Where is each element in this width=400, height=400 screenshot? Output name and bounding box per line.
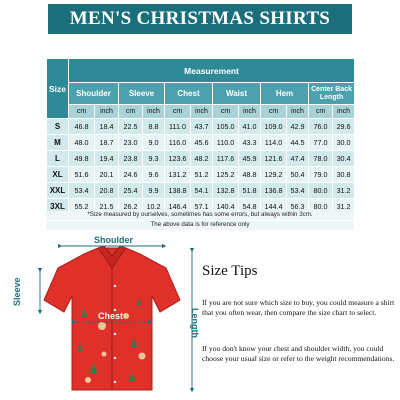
size-cell: XL — [47, 167, 69, 183]
unit-inch: inch — [287, 105, 309, 119]
unit-inch: inch — [143, 105, 165, 119]
table-cell: 41.0 — [239, 119, 261, 135]
size-cell: S — [47, 119, 69, 135]
table-cell: 43.3 — [239, 135, 261, 151]
table-cell: 51.2 — [191, 167, 213, 183]
table-cell: 114.0 — [261, 135, 287, 151]
table-cell: 23.0 — [119, 135, 143, 151]
table-cell: 44.5 — [287, 135, 309, 151]
table-cell: 117.6 — [213, 151, 239, 167]
table-cell: 31.2 — [333, 199, 355, 215]
table-cell: 125.2 — [213, 167, 239, 183]
size-tips-paragraph-1: If you are not sure which size to buy, you could measure a shirt that you often wear, then compare the size chart to select. — [202, 298, 395, 318]
table-cell: 50.4 — [287, 167, 309, 183]
table-cell: 80.0 — [309, 199, 333, 215]
table-cell: 48.8 — [239, 167, 261, 183]
table-cell: 9.9 — [143, 183, 165, 199]
table-cell: 136.8 — [261, 183, 287, 199]
table-cell: 42.9 — [287, 119, 309, 135]
size-tips-paragraph-2: If you don't know your chest and shoulder width, you could choose your usual size or refer to the weight recommendations. — [202, 344, 395, 364]
table-cell: 47.4 — [287, 151, 309, 167]
table-cell: 51.8 — [239, 183, 261, 199]
chest-label: Chest — [98, 311, 124, 321]
table-cell: 45.9 — [239, 151, 261, 167]
shirt-measurement-diagram — [12, 235, 204, 398]
size-cell: M — [47, 135, 69, 151]
table-cell: 53.4 — [287, 183, 309, 199]
unit-inch: inch — [239, 105, 261, 119]
table-row — [47, 119, 355, 135]
table-row — [47, 183, 355, 199]
table-cell: 53.4 — [69, 183, 95, 199]
table-cell: 18.4 — [95, 119, 119, 135]
column-header-chest: Chest — [165, 83, 213, 105]
table-cell: 77.0 — [309, 135, 333, 151]
table-cell: 146.4 — [165, 199, 191, 215]
table-cell: 54.8 — [239, 199, 261, 215]
table-cell: 43.7 — [191, 119, 213, 135]
unit-inch: inch — [333, 105, 355, 119]
table-cell: 19.4 — [95, 151, 119, 167]
table-cell: 140.4 — [213, 199, 239, 215]
reference-note: The above data is for reference only — [46, 221, 354, 230]
size-cell: XXL — [47, 183, 69, 199]
unit-cm: cm — [261, 105, 287, 119]
table-cell: 21.5 — [95, 199, 119, 215]
column-header-center-back-length: Center Back Length — [309, 83, 355, 105]
column-header-shoulder: Shoulder — [69, 83, 119, 105]
table-cell: 10.2 — [143, 199, 165, 215]
table-cell: 8.8 — [143, 119, 165, 135]
size-cell: L — [47, 151, 69, 167]
table-cell: 116.0 — [165, 135, 191, 151]
table-cell: 55.2 — [69, 199, 95, 215]
size-column-header: Size — [47, 59, 69, 119]
table-cell: 54.1 — [191, 183, 213, 199]
table-cell: 46.8 — [69, 119, 95, 135]
measurement-header: Measurement — [69, 59, 355, 83]
unit-cm: cm — [309, 105, 333, 119]
table-cell: 30.0 — [333, 135, 355, 151]
table-cell: 49.8 — [69, 151, 95, 167]
table-cell: 79.0 — [309, 167, 333, 183]
table-cell: 20.8 — [95, 183, 119, 199]
size-tips-title: Size Tips — [202, 263, 258, 279]
shoulder-label: Shoulder — [94, 235, 134, 245]
measurement-note: *Size measured by ourselves, sometimes has some errors, but always within 3cm. — [46, 211, 354, 220]
unit-cm: cm — [213, 105, 239, 119]
table-cell: 18.7 — [95, 135, 119, 151]
table-cell: 30.4 — [333, 151, 355, 167]
table-cell: 22.5 — [119, 119, 143, 135]
table-cell: 30.8 — [333, 167, 355, 183]
column-header-hem: Hem — [261, 83, 309, 105]
table-cell: 78.0 — [309, 151, 333, 167]
unit-inch: inch — [191, 105, 213, 119]
column-header-waist: Waist — [213, 83, 261, 105]
unit-cm: cm — [69, 105, 95, 119]
table-cell: 29.6 — [333, 119, 355, 135]
sleeve-label: Sleeve — [12, 277, 22, 306]
table-cell: 20.1 — [95, 167, 119, 183]
page-title: MEN'S CHRISTMAS SHIRTS — [48, 4, 352, 34]
size-chart-table — [46, 58, 355, 215]
size-cell: 3XL — [47, 199, 69, 215]
table-cell: 123.6 — [165, 151, 191, 167]
table-cell: 9.3 — [143, 151, 165, 167]
table-row — [47, 135, 355, 151]
table-cell: 138.8 — [165, 183, 191, 199]
table-cell: 23.8 — [119, 151, 143, 167]
table-cell: 25.4 — [119, 183, 143, 199]
column-header-sleeve: Sleeve — [119, 83, 165, 105]
table-cell: 24.6 — [119, 167, 143, 183]
table-cell: 121.6 — [261, 151, 287, 167]
table-cell: 110.0 — [213, 135, 239, 151]
table-cell: 109.0 — [261, 119, 287, 135]
table-cell: 105.0 — [213, 119, 239, 135]
table-cell: 31.2 — [333, 183, 355, 199]
table-cell: 132.8 — [213, 183, 239, 199]
table-cell: 57.1 — [191, 199, 213, 215]
table-row — [47, 151, 355, 167]
unit-cm: cm — [119, 105, 143, 119]
table-cell: 45.6 — [191, 135, 213, 151]
table-cell: 51.6 — [69, 167, 95, 183]
table-cell: 48.2 — [191, 151, 213, 167]
table-cell: 129.2 — [261, 167, 287, 183]
unit-inch: inch — [95, 105, 119, 119]
table-cell: 144.4 — [261, 199, 287, 215]
table-row — [47, 167, 355, 183]
unit-cm: cm — [165, 105, 191, 119]
table-cell: 26.2 — [119, 199, 143, 215]
table-cell: 9.6 — [143, 167, 165, 183]
table-cell: 76.0 — [309, 119, 333, 135]
table-cell: 9.0 — [143, 135, 165, 151]
table-cell: 48.0 — [69, 135, 95, 151]
table-cell: 111.0 — [165, 119, 191, 135]
length-label: Length — [190, 308, 200, 338]
table-cell: 131.2 — [165, 167, 191, 183]
table-cell: 56.3 — [287, 199, 309, 215]
table-cell: 80.0 — [309, 183, 333, 199]
